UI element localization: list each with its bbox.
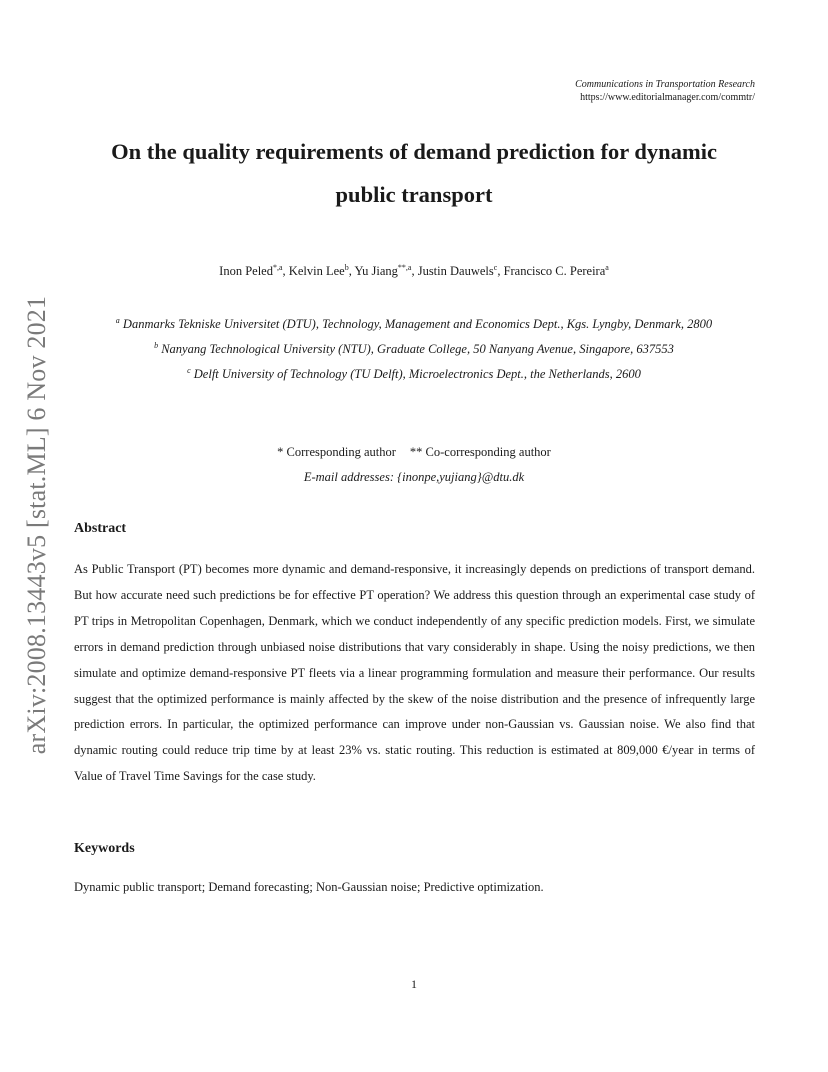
affiliation-mark: b <box>154 341 159 350</box>
author-separator: , <box>348 264 355 278</box>
author-separator: , <box>282 264 289 278</box>
affiliation-b <box>74 342 754 357</box>
arxiv-sidebar-stamp <box>22 285 52 765</box>
affiliation-c <box>74 367 754 382</box>
journal-url[interactable]: https://www.editorialmanager.com/commtr/ <box>580 92 755 103</box>
affiliation-a <box>74 317 754 332</box>
author-name: Kelvin Lee <box>288 264 345 278</box>
author-name: Yu Jiang <box>354 264 398 278</box>
paper-title <box>74 130 754 216</box>
page-number: 1 <box>411 977 417 991</box>
journal-name: Communications in Transportation Research <box>575 79 755 90</box>
author <box>219 264 289 278</box>
author-list <box>74 264 754 279</box>
affiliation-mark: a <box>115 316 120 325</box>
author-mark: **,a <box>397 263 412 272</box>
email-line <box>74 470 754 485</box>
author <box>289 264 355 278</box>
affiliation-text: Nanyang Technological University (NTU), Graduate College, 50 Nanyang Avenue, Singapore, 637553 <box>158 342 674 356</box>
affiliation-text: Delft University of Technology (TU Delft), Microelectronics Dept., the Netherlands, 2600 <box>190 367 641 381</box>
abstract-heading: Abstract <box>74 521 127 536</box>
keywords-text: Dynamic public transport; Demand forecasting; Non-Gaussian noise; Predictive optimization. <box>74 880 544 894</box>
co-corresponding-author: ** Co-corresponding author <box>409 445 551 459</box>
author <box>504 264 609 278</box>
arxiv-id: arXiv:2008.13443v5 [stat.ML] 6 Nov 2021 <box>22 295 51 755</box>
affiliation-mark: c <box>187 366 191 375</box>
correspondence-note <box>74 445 754 460</box>
author-separator: , <box>411 264 418 278</box>
author <box>354 264 417 278</box>
corresponding-author: * Corresponding author <box>277 445 396 459</box>
author-name: Justin Dauwels <box>417 264 494 278</box>
author-mark: b <box>344 263 349 272</box>
author <box>418 264 504 278</box>
journal-header <box>575 78 755 104</box>
author-mark: a <box>605 263 609 272</box>
affiliation-text: Danmarks Tekniske Universitet (DTU), Technology, Management and Economics Dept., Kgs. Lyngby, Denmark, 2800 <box>119 317 713 331</box>
title-line-2: public transport <box>335 182 493 207</box>
author-name: Francisco C. Pereira <box>503 264 606 278</box>
title-line-1: On the quality requirements of demand prediction for dynamic <box>111 139 717 164</box>
author-name: Inon Peled <box>219 264 273 278</box>
keywords-heading: Keywords <box>74 841 135 856</box>
email-label: E-mail addresses: <box>303 470 398 484</box>
author-separator: , <box>497 264 504 278</box>
abstract-text: As Public Transport (PT) becomes more dynamic and demand-responsive, it increasingly depends on predictions of transport demand. But how accurate need such predictions be for effective PT operation? We address this question through an experimental case study of PT trips in Metropolitan Copenhagen, Denmark, which we conduct independently of any specific prediction models. First, we simulate errors in demand prediction through unbiased noise distributions that vary considerably in shape. Using the noisy predictions, we then simulate and optimize demand-responsive PT fleets via a linear programming formulation and measure their performance. Our results suggest that the optimized performance is mainly affected by the skew of the noise distribution and the presence of infrequently large prediction errors. In particular, the optimized performance can improve under non-Gaussian vs. Gaussian noise. We also find that dynamic routing could reduce trip time by at least 23% vs. static routing. This reduction is estimated at 809,000 €/year in terms of Value of Travel Time Savings for the case study. <box>74 562 755 784</box>
author-mark: *,a <box>272 263 283 272</box>
author-mark: c <box>493 263 498 272</box>
email-address[interactable]: {inonpe,yujiang}@dtu.dk <box>397 470 525 484</box>
